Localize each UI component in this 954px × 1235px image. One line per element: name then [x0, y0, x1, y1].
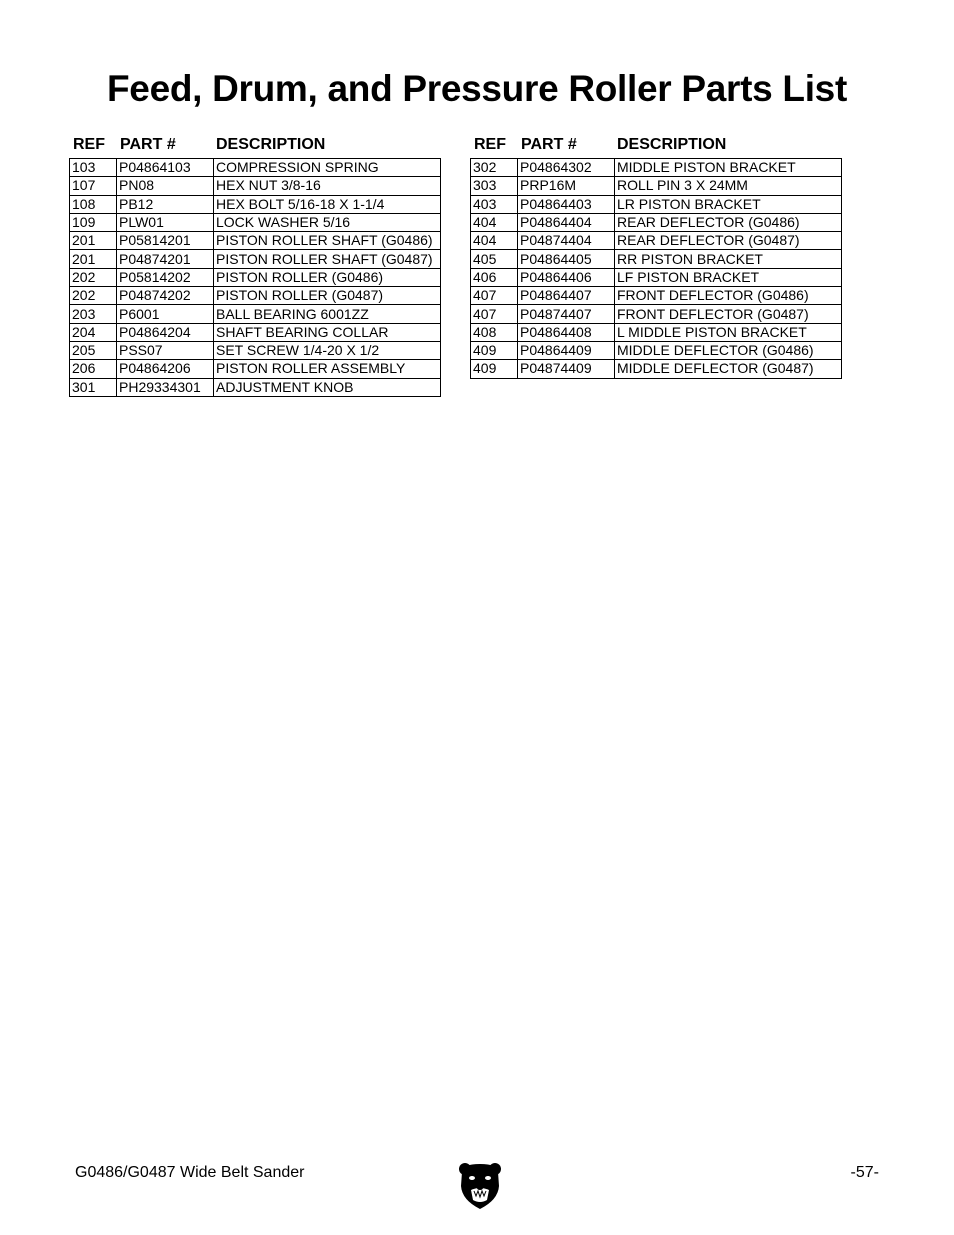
part-number-cell: P04874409 — [518, 360, 615, 378]
table-row — [70, 250, 441, 268]
description-cell: PISTON ROLLER (G0486) — [214, 268, 441, 286]
part-number-cell: PRP16M — [518, 177, 615, 195]
table-row — [70, 268, 441, 286]
description-cell: FRONT DEFLECTOR (G0487) — [615, 305, 842, 323]
table-row — [70, 287, 441, 305]
part-number-cell: P04874201 — [117, 250, 214, 268]
part-number-cell: P05814201 — [117, 232, 214, 250]
part-number-cell: PSS07 — [117, 341, 214, 359]
ref-cell: 107 — [70, 177, 117, 195]
table-row — [70, 213, 441, 231]
ref-cell: 202 — [70, 287, 117, 305]
table-row — [70, 232, 441, 250]
table-row — [471, 305, 842, 323]
part-number-cell: P04864406 — [518, 268, 615, 286]
ref-cell: 302 — [471, 159, 518, 177]
ref-cell: 408 — [471, 323, 518, 341]
parts-table-right — [470, 136, 842, 379]
description-cell: LR PISTON BRACKET — [615, 195, 842, 213]
part-number-cell: PH29334301 — [117, 378, 214, 396]
description-cell: HEX BOLT 5/16-18 X 1-1/4 — [214, 195, 441, 213]
description-cell: BALL BEARING 6001ZZ — [214, 305, 441, 323]
ref-cell: 108 — [70, 195, 117, 213]
ref-cell: 303 — [471, 177, 518, 195]
description-cell: SHAFT BEARING COLLAR — [214, 323, 441, 341]
description-cell: RR PISTON BRACKET — [615, 250, 842, 268]
part-number-cell: P05814202 — [117, 268, 214, 286]
part-number-cell: P04864206 — [117, 360, 214, 378]
table-row — [471, 159, 842, 177]
part-number-cell: P04864409 — [518, 341, 615, 359]
table-row — [70, 360, 441, 378]
table-row — [471, 323, 842, 341]
ref-cell: 301 — [70, 378, 117, 396]
part-number-cell: PB12 — [117, 195, 214, 213]
part-number-cell: PN08 — [117, 177, 214, 195]
description-cell: LF PISTON BRACKET — [615, 268, 842, 286]
ref-cell: 407 — [471, 305, 518, 323]
table-row — [471, 177, 842, 195]
table-row — [471, 341, 842, 359]
table-row — [471, 268, 842, 286]
table-row — [70, 305, 441, 323]
table-header — [69, 136, 441, 158]
table-row — [471, 195, 842, 213]
table-row — [70, 323, 441, 341]
ref-cell: 406 — [471, 268, 518, 286]
description-cell: ADJUSTMENT KNOB — [214, 378, 441, 396]
description-cell: MIDDLE DEFLECTOR (G0487) — [615, 360, 842, 378]
part-number-cell: P04864403 — [518, 195, 615, 213]
ref-cell: 206 — [70, 360, 117, 378]
ref-cell: 404 — [471, 232, 518, 250]
description-cell: PISTON ROLLER (G0487) — [214, 287, 441, 305]
page-title: Feed, Drum, and Pressure Roller Parts List — [107, 68, 847, 109]
description-cell: REAR DEFLECTOR (G0487) — [615, 232, 842, 250]
description-cell: COMPRESSION SPRING — [214, 159, 441, 177]
ref-cell: 409 — [471, 360, 518, 378]
ref-cell: 201 — [70, 250, 117, 268]
description-cell: PISTON ROLLER SHAFT (G0487) — [214, 250, 441, 268]
description-cell: SET SCREW 1/4-20 X 1/2 — [214, 341, 441, 359]
table-row — [70, 159, 441, 177]
table-row — [471, 213, 842, 231]
description-cell: PISTON ROLLER SHAFT (G0486) — [214, 232, 441, 250]
ref-cell: 405 — [471, 250, 518, 268]
part-column-header: PART # — [521, 136, 577, 153]
table-row — [70, 378, 441, 396]
ref-cell: 205 — [70, 341, 117, 359]
table-row — [471, 250, 842, 268]
table-header — [470, 136, 842, 158]
part-number-cell: P04864405 — [518, 250, 615, 268]
ref-cell: 404 — [471, 213, 518, 231]
description-cell: MIDDLE DEFLECTOR (G0486) — [615, 341, 842, 359]
description-cell: HEX NUT 3/8-16 — [214, 177, 441, 195]
description-cell: ROLL PIN 3 X 24MM — [615, 177, 842, 195]
part-number-cell: P04864407 — [518, 287, 615, 305]
table-row — [70, 341, 441, 359]
part-number-cell: P04874404 — [518, 232, 615, 250]
description-cell: L MIDDLE PISTON BRACKET — [615, 323, 842, 341]
ref-cell: 204 — [70, 323, 117, 341]
description-cell: MIDDLE PISTON BRACKET — [615, 159, 842, 177]
description-column-header: DESCRIPTION — [216, 136, 326, 153]
description-cell: FRONT DEFLECTOR (G0486) — [615, 287, 842, 305]
part-number-cell: P04864302 — [518, 159, 615, 177]
ref-cell: 203 — [70, 305, 117, 323]
ref-cell: 201 — [70, 232, 117, 250]
footer-model: G0486/G0487 Wide Belt Sander — [75, 1164, 305, 1181]
description-cell: REAR DEFLECTOR (G0486) — [615, 213, 842, 231]
ref-column-header: REF — [474, 136, 506, 153]
ref-cell: 202 — [70, 268, 117, 286]
part-number-cell: P04864103 — [117, 159, 214, 177]
table-row — [471, 360, 842, 378]
bear-head-icon — [458, 1160, 502, 1210]
table-row — [471, 287, 842, 305]
part-number-cell: P04864204 — [117, 323, 214, 341]
ref-cell: 403 — [471, 195, 518, 213]
ref-cell: 407 — [471, 287, 518, 305]
description-cell: PISTON ROLLER ASSEMBLY — [214, 360, 441, 378]
ref-cell: 109 — [70, 213, 117, 231]
ref-column-header: REF — [73, 136, 105, 153]
part-column-header: PART # — [120, 136, 176, 153]
table-row — [70, 177, 441, 195]
part-number-cell: P04864408 — [518, 323, 615, 341]
part-number-cell: P6001 — [117, 305, 214, 323]
part-number-cell: P04874407 — [518, 305, 615, 323]
parts-table-left — [69, 136, 441, 397]
part-number-cell: P04874202 — [117, 287, 214, 305]
description-cell: LOCK WASHER 5/16 — [214, 213, 441, 231]
table-row — [471, 232, 842, 250]
part-number-cell: P04864404 — [518, 213, 615, 231]
page-number: -57- — [850, 1164, 879, 1181]
ref-cell: 409 — [471, 341, 518, 359]
description-column-header: DESCRIPTION — [617, 136, 727, 153]
table-row — [70, 195, 441, 213]
part-number-cell: PLW01 — [117, 213, 214, 231]
ref-cell: 103 — [70, 159, 117, 177]
